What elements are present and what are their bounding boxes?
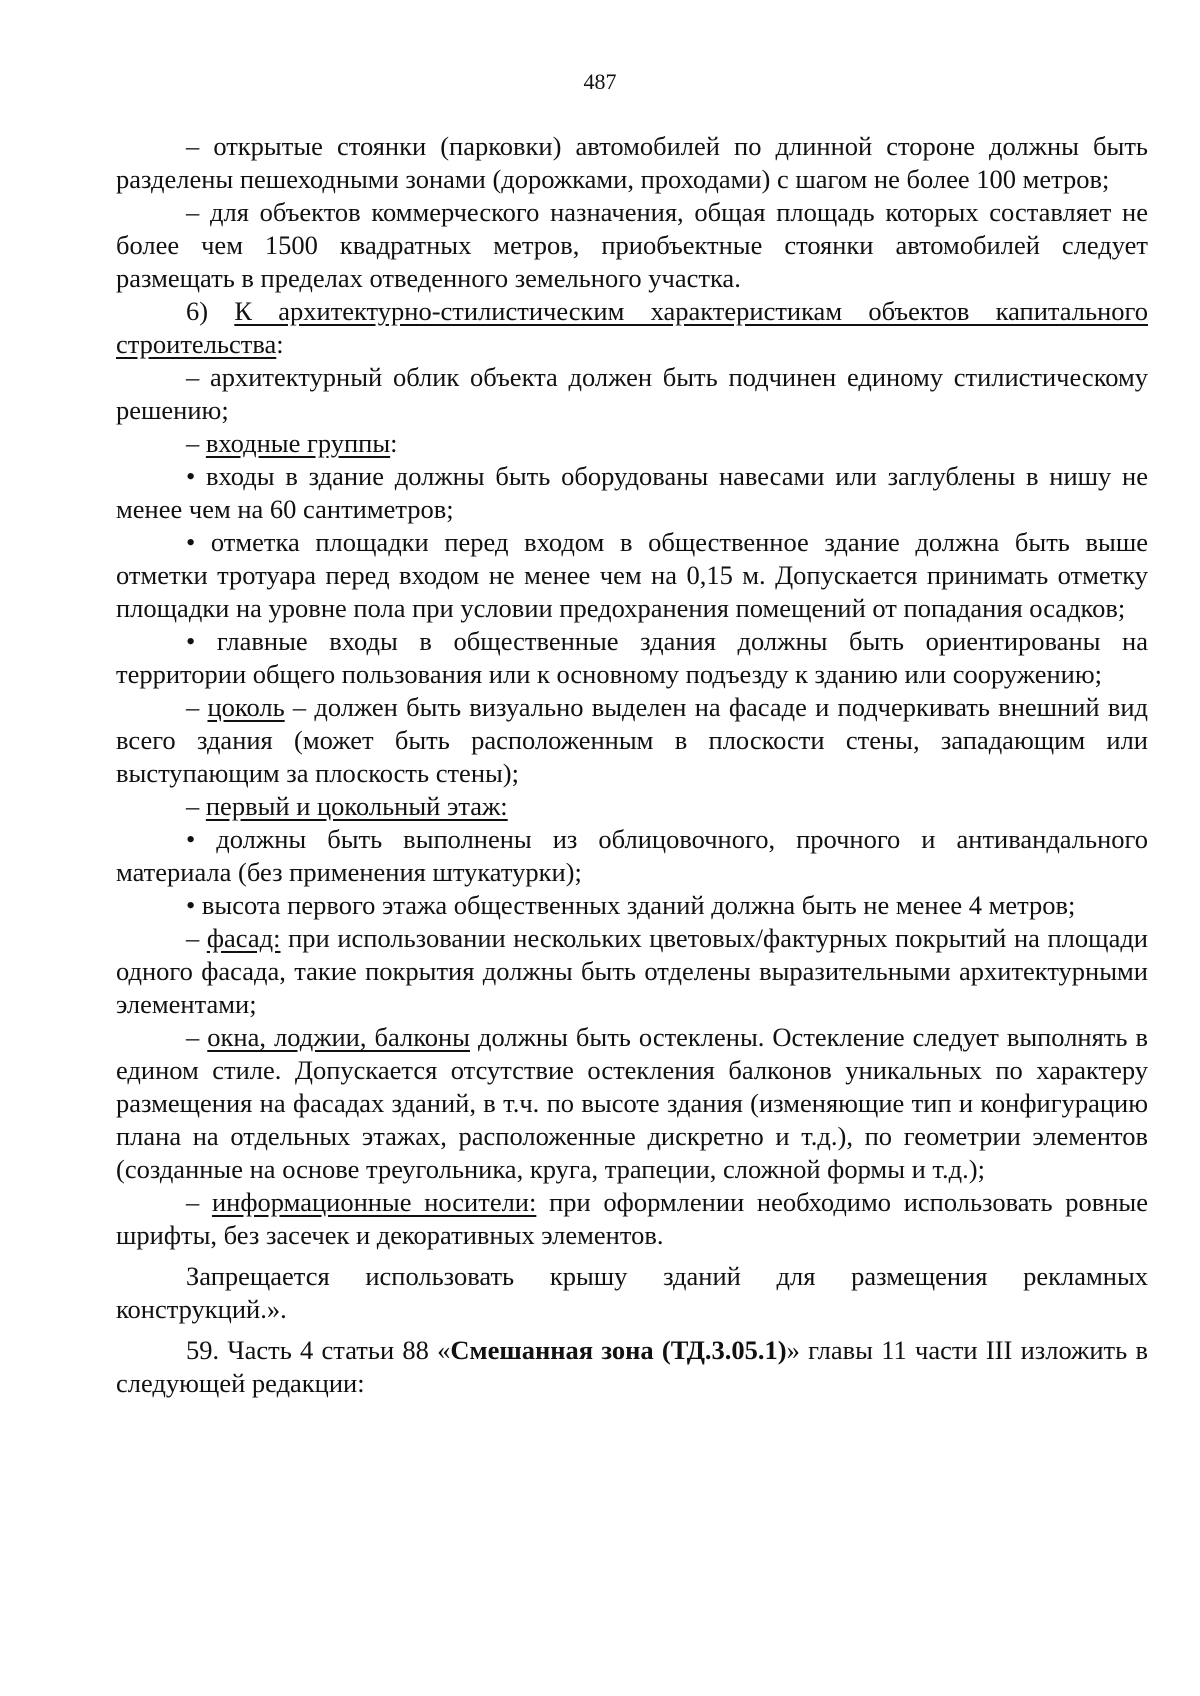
dash-prefix: – xyxy=(186,1022,208,1052)
document-body xyxy=(116,130,1148,1400)
colon-suffix: : xyxy=(390,428,398,458)
paragraph-commercial-parking: – для объектов коммерческого назначения, общая площадь которых составляет не более чем 1500 квадратных метров, приобъектные стоянки автомобилей следует размещать в пределах отведенного земельного участка. xyxy=(116,197,1148,293)
paragraph-windows-balconies xyxy=(116,1021,1148,1186)
paragraph-facing-material: • должны быть выполнены из облицовочного, прочного и антивандального материала (без применения штукатурки); xyxy=(116,824,1148,887)
paragraph-first-floor-height: • высота первого этажа общественных зданий должна быть не менее 4 метров; xyxy=(186,890,1076,920)
paragraph-first-floor-heading xyxy=(116,790,1148,823)
plinth-text: – должен быть визуально выделен на фасаде и подчеркивать внешний вид всего здания (может быть расположенным в плоскости стены, западающим или выступающим за плоскость стены); xyxy=(116,692,1149,788)
first-floor-underlined: первый и цокольный этаж: xyxy=(205,791,508,821)
paragraph-entrance-level: • отметка площадки перед входом в общественное здание должна быть выше отметки тротуара перед входом не менее чем на 0,15 м. Допускается принимать отметку площадки на уровне пола при условии предохранения помещений от попадания осадков; xyxy=(116,527,1148,623)
paragraph-entrance-groups-heading xyxy=(116,427,1148,460)
page-number: 487 xyxy=(583,69,617,94)
mixed-zone-bold: Смешанная зона (ТД.3.05.1) xyxy=(450,1335,787,1365)
paragraph-entrance-canopies: • входы в здание должны быть оборудованы навесами или заглублены в нишу не менее чем на 60 сантиметров; xyxy=(116,461,1148,524)
paragraph-plinth xyxy=(116,691,1148,790)
paragraph-parking-pedestrian-zones: – открытые стоянки (парковки) автомобилей по длинной стороне должны быть разделены пешеходными зонами (дорожками, проходами) с шагом не более 100 метров; xyxy=(116,131,1148,194)
paragraph-facade xyxy=(116,922,1148,1021)
item-59-suffix: » главы 11 части III изложить в следующей редакции: xyxy=(116,1335,1148,1398)
dash-prefix: – xyxy=(186,791,206,821)
dash-prefix: – xyxy=(186,428,206,458)
section-heading-colon: : xyxy=(276,329,284,359)
windows-text: должны быть остеклены. Остекление следует выполнять в едином стиле. Допускается отсутствие остекления балконов уникальных по характеру размещения на фасадах зданий, в т.ч. по высоте здания (изменяющие тип и конфигурацию плана на отдельных этажах, расположенные дискретно и т.д.), по геометрии элементов (созданные на основе треугольника, круга, трапеции, сложной формы и т.д.); xyxy=(116,1022,1149,1184)
plinth-underlined: цоколь xyxy=(207,692,285,722)
paragraph-architectural-appearance: – архитектурный облик объекта должен быть подчинен единому стилистическому решению; xyxy=(116,362,1148,425)
paragraph-main-entrances: • главные входы в общественные здания должны быть ориентированы на территории общего пользования или к основному подъезду к зданию или сооружению; xyxy=(116,626,1148,689)
paragraph-architectural-section-heading xyxy=(116,295,1148,361)
dash-prefix: – xyxy=(186,1187,212,1217)
paragraph-information-carriers xyxy=(116,1186,1148,1252)
entrance-groups-underlined: входные группы xyxy=(205,428,391,458)
paragraph-roof-advertising: Запрещается использовать крышу зданий для размещения рекламных конструкций.». xyxy=(116,1261,1148,1324)
windows-underlined: окна, лоджии, балконы xyxy=(207,1022,470,1052)
paragraph-item-59 xyxy=(116,1334,1148,1400)
facade-text: при использовании нескольких цветовых/фактурных покрытий на площади одного фасада, такие покрытия должны быть отделены выразительными архитектурными элементами; xyxy=(116,923,1148,1019)
section-number: 6) xyxy=(186,296,235,326)
information-carriers-text: при оформлении необходимо использовать ровные шрифты, без засечек и декоративных элементов. xyxy=(116,1187,1148,1250)
dash-prefix: – xyxy=(186,692,208,722)
section-heading-underlined: К архитектурно-стилистическим характеристикам объектов капитального строительства xyxy=(116,296,1148,359)
dash-prefix: – xyxy=(186,923,207,953)
information-carriers-underlined: информационные носители: xyxy=(211,1187,537,1217)
item-59-prefix: 59. Часть 4 статьи 88 « xyxy=(186,1335,451,1365)
facade-underlined: фасад: xyxy=(206,923,281,953)
